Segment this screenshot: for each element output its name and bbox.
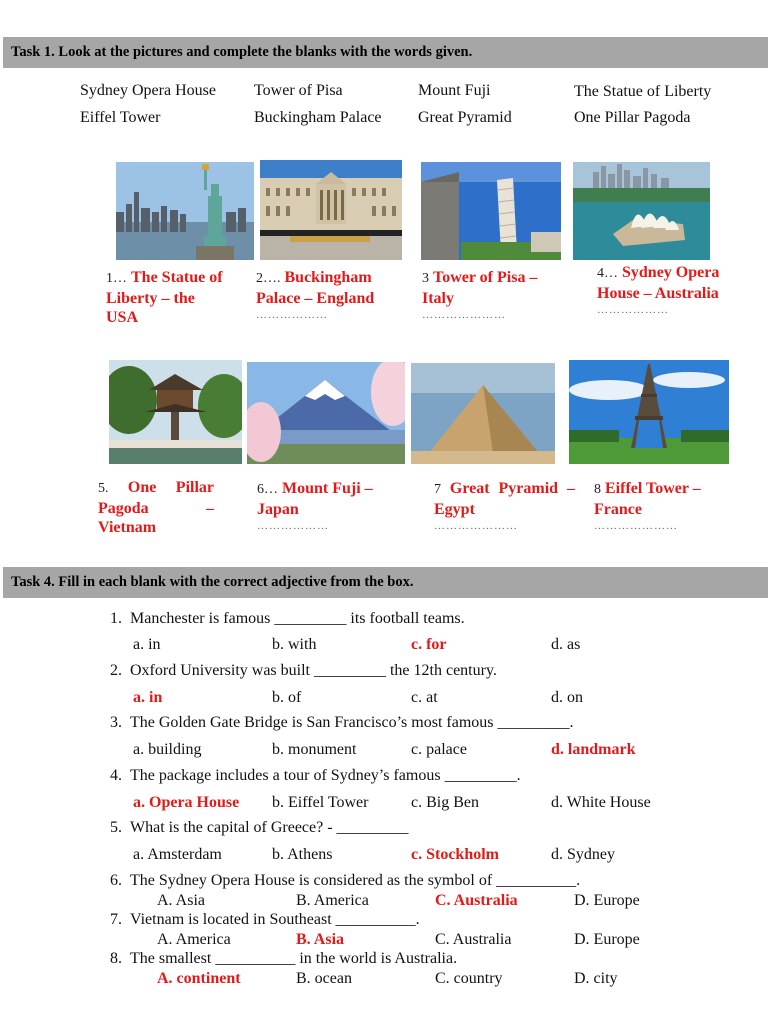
caption-6 <box>257 479 407 532</box>
question-7-option-3: C. Australia <box>435 931 512 948</box>
question-5-option-2: b. Athens <box>272 846 333 863</box>
question-text: Oxford University was built _________ the 12th century. <box>130 662 497 679</box>
question-7-option-2: B. Asia <box>296 931 345 948</box>
great-pyramid-image <box>411 363 555 464</box>
word-8: One Pillar Pagoda <box>574 109 691 126</box>
question-5-option-4: d. Sydney <box>551 846 615 863</box>
task1-header <box>3 37 768 68</box>
caption-8-number: 8 <box>594 482 601 497</box>
question-number: 1. <box>110 610 122 627</box>
question-number: 8. <box>110 950 122 967</box>
question-6-option-2: B. America <box>296 892 369 909</box>
question-4-option-2: b. Eiffel Tower <box>272 794 369 811</box>
caption-6-blank: ……………… <box>257 520 329 532</box>
question-6 <box>110 872 580 890</box>
task4-header <box>3 567 768 598</box>
question-2 <box>110 662 497 680</box>
eiffel-tower-image <box>569 360 729 464</box>
question-8-option-1: A. continent <box>157 970 241 987</box>
question-number: 3. <box>110 714 122 731</box>
caption-1-number: 1… <box>106 271 127 286</box>
question-3-option-3: c. palace <box>411 741 467 758</box>
caption-4 <box>597 263 741 316</box>
question-1-option-4: d. as <box>551 636 581 653</box>
question-text: Vietnam is located in Southeast __________. <box>130 911 420 928</box>
task4-title: Task 4. Fill in each blank with the correct adjective from the box. <box>11 574 414 590</box>
question-1-option-3: c. for <box>411 636 447 653</box>
caption-7 <box>434 479 575 532</box>
caption-7-number: 7 <box>434 482 441 497</box>
caption-4-number: 4… <box>597 266 618 281</box>
question-6-option-1: A. Asia <box>157 892 205 909</box>
question-number: 4. <box>110 767 122 784</box>
question-number: 6. <box>110 872 122 889</box>
caption-4-blank: ……………… <box>597 304 669 316</box>
question-2-option-3: c. at <box>411 689 438 706</box>
caption-6-number: 6… <box>257 482 278 497</box>
question-4-option-3: c. Big Ben <box>411 794 479 811</box>
question-text: The Sydney Opera House is considered as the symbol of __________. <box>130 872 581 889</box>
question-text: Manchester is famous _________ its football teams. <box>130 610 465 627</box>
caption-4-answer: Sydney Opera House – Australia <box>597 264 720 302</box>
caption-2-blank: ……………… <box>256 309 328 321</box>
question-number: 5. <box>110 819 122 836</box>
caption-6-answer: Mount Fuji – Japan <box>257 480 373 518</box>
caption-5 <box>98 478 214 538</box>
caption-5-answer: One Pillar Pagoda – Vietnam <box>98 479 214 536</box>
word-6: Buckingham Palace <box>254 109 382 126</box>
task1-title: Task 1. Look at the pictures and complete the blanks with the words given. <box>11 44 473 60</box>
question-3-option-2: b. monument <box>272 741 357 758</box>
question-5 <box>110 819 409 837</box>
question-5-option-3: c. Stockholm <box>411 846 499 863</box>
caption-1 <box>106 268 230 328</box>
word-3: Mount Fuji <box>418 82 491 99</box>
question-text: What is the capital of Greece? - _________ <box>130 819 409 836</box>
word-2: Tower of Pisa <box>254 82 343 99</box>
sydney-opera-house-image <box>573 162 710 260</box>
question-4 <box>110 767 521 785</box>
caption-3-blank: ………………… <box>422 309 506 321</box>
question-3 <box>110 714 574 732</box>
word-1: Sydney Opera House <box>80 82 216 99</box>
caption-1-answer: The Statue of Liberty – the USA <box>106 269 223 326</box>
question-7-option-4: D. Europe <box>574 931 640 948</box>
caption-3-answer: Tower of Pisa – Italy <box>422 269 538 307</box>
question-2-option-2: b. of <box>272 689 302 706</box>
one-pillar-pagoda-image <box>109 360 242 464</box>
question-2-option-1: a. in <box>133 689 163 706</box>
question-1-option-2: b. with <box>272 636 317 653</box>
question-number: 2. <box>110 662 122 679</box>
caption-3 <box>422 268 566 321</box>
word-5: Eiffel Tower <box>80 109 161 126</box>
question-2-option-4: d. on <box>551 689 583 706</box>
question-4-option-4: d. White House <box>551 794 651 811</box>
caption-3-number: 3 <box>422 271 429 286</box>
question-number: 7. <box>110 911 122 928</box>
caption-2-answer: Buckingham Palace – England <box>256 269 375 307</box>
caption-2-number: 2…. <box>256 271 281 286</box>
question-7 <box>110 911 420 929</box>
caption-7-blank: ………………… <box>434 520 518 532</box>
question-3-option-4: d. landmark <box>551 741 636 758</box>
question-8-option-3: C. country <box>435 970 503 987</box>
mount-fuji-image <box>247 362 405 464</box>
question-7-option-1: A. America <box>157 931 231 948</box>
question-8-option-2: B. ocean <box>296 970 352 987</box>
question-text: The smallest __________ in the world is Australia. <box>130 950 458 967</box>
word-7: Great Pyramid <box>418 109 512 126</box>
question-8 <box>110 950 457 968</box>
question-text: The Golden Gate Bridge is San Francisco’s most famous _________. <box>130 714 574 731</box>
caption-7-answer: Great Pyramid – Egypt <box>434 480 575 518</box>
caption-5-number: 5. <box>98 481 109 496</box>
buckingham-palace-image <box>260 160 402 260</box>
caption-8 <box>594 479 736 532</box>
caption-8-answer: Eiffel Tower – France <box>594 480 701 518</box>
statue-of-liberty-image <box>116 162 254 260</box>
question-5-option-1: a. Amsterdam <box>133 846 222 863</box>
caption-8-blank: ………………… <box>594 520 678 532</box>
question-3-option-1: a. building <box>133 741 202 758</box>
word-4: The Statue of Liberty <box>574 83 712 100</box>
caption-2 <box>256 268 398 321</box>
question-text: The package includes a tour of Sydney’s famous _________. <box>130 767 521 784</box>
question-1 <box>110 610 465 628</box>
question-8-option-4: D. city <box>574 970 618 987</box>
question-1-option-1: a. in <box>133 636 161 653</box>
tower-of-pisa-image <box>421 162 561 260</box>
question-4-option-1: a. Opera House <box>133 794 240 811</box>
question-6-option-3: C. Australia <box>435 892 518 909</box>
question-6-option-4: D. Europe <box>574 892 640 909</box>
